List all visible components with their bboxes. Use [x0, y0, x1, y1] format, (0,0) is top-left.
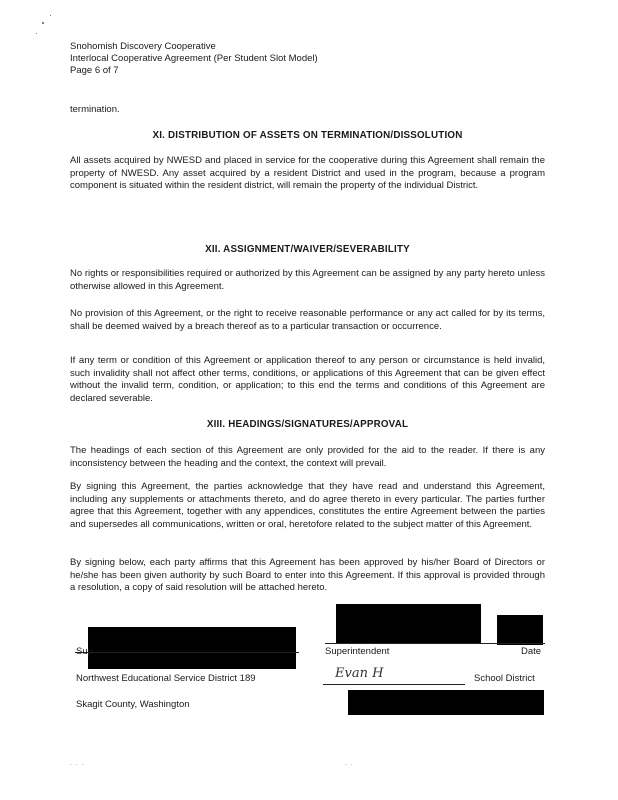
scan-speck: [50, 15, 51, 16]
section-12-heading: XII. ASSIGNMENT/WAIVER/SEVERABILITY: [205, 244, 410, 255]
section-11-paragraph: All assets acquired by NWESD and placed in service for the cooperative during this Agreement shall remain the property of NWESD. Any asset acquired by a resident District and used in the program, because a program component is situated within the resident district, will remain the property of the individual District.: [70, 155, 545, 192]
section-13-paragraph-3: By signing below, each party affirms that this Agreement has been approved by his/her Board of Directors or he/she has been given authority by such Board to enter into this Agreement. If this approval is provided through a resolution, a copy of said resolution will be attached hereto.: [70, 557, 545, 594]
left-location: Skagit County, Washington: [76, 699, 190, 710]
redaction-box-date: [497, 615, 543, 645]
redaction-box-district-name: [348, 690, 544, 715]
section-13-heading: XIII. HEADINGS/SIGNATURES/APPROVAL: [206, 419, 409, 430]
left-signature-line: [75, 652, 299, 653]
document-header: [70, 41, 318, 77]
section-12-paragraph-1: No rights or responsibilities required or authorized by this Agreement can be assigned by any party hereto unless otherwise allowed in this Agreement.: [70, 268, 545, 292]
section-12-paragraph-2: No provision of this Agreement, or the right to receive reasonable performance or any act called for by its terms, shall be deemed waived by a breach thereof as to a particular transaction or occurrence.: [70, 308, 545, 332]
scan-artifact: · · ·: [70, 762, 85, 768]
scan-artifact: · ·: [345, 762, 354, 768]
redaction-box-left-signature: [88, 627, 296, 669]
date-label: Date: [521, 646, 542, 657]
header-org: Snohomish Discovery Cooperative: [70, 41, 216, 52]
section-13-paragraph-1: The headings of each section of this Agreement are only provided for the aid to the reader. If there is any inconsistency between the heading and the context, the context will prevail.: [70, 445, 545, 469]
district-signature-line: [323, 684, 465, 685]
scan-speck: [36, 33, 37, 34]
section-13-paragraph-2: By signing this Agreement, the parties acknowledge that they have read and understand this Agreement, including any supplements or attachments thereto, and do agree thereto in every particular. The parties further agree that this Agreement, together with any appendices, constitutes the entire Agreement between the parties and supersedes all communications, written or oral, heretofore related to the subject matter of this Agreement.: [70, 481, 545, 530]
redaction-box-right-signature: [336, 604, 481, 644]
handwritten-signature: Evan H: [335, 666, 384, 681]
header-title: Interlocal Cooperative Agreement (Per Student Slot Model): [70, 53, 318, 64]
right-signature-line: [325, 643, 545, 644]
section-11-heading: XI. DISTRIBUTION OF ASSETS ON TERMINATION/DISSOLUTION: [152, 130, 463, 141]
school-district-label: School District: [474, 673, 535, 684]
left-signature-label: Sup: [76, 646, 93, 657]
intro-text: termination.: [70, 104, 120, 115]
section-12-paragraph-3: If any term or condition of this Agreement or application thereof to any person or circumstance is held invalid, such invalidity shall not affect other terms, conditions, or applications of this Agreement that can be given effect without the invalid term, condition, or application; to this end the terms and conditions of this Agreement are declared severable.: [70, 355, 545, 404]
left-organization: Northwest Educational Service District 189: [76, 673, 256, 684]
header-page-number: Page 6 of 7: [70, 65, 119, 76]
superintendent-label: Superintendent: [325, 646, 390, 657]
scan-speck: [42, 22, 44, 24]
